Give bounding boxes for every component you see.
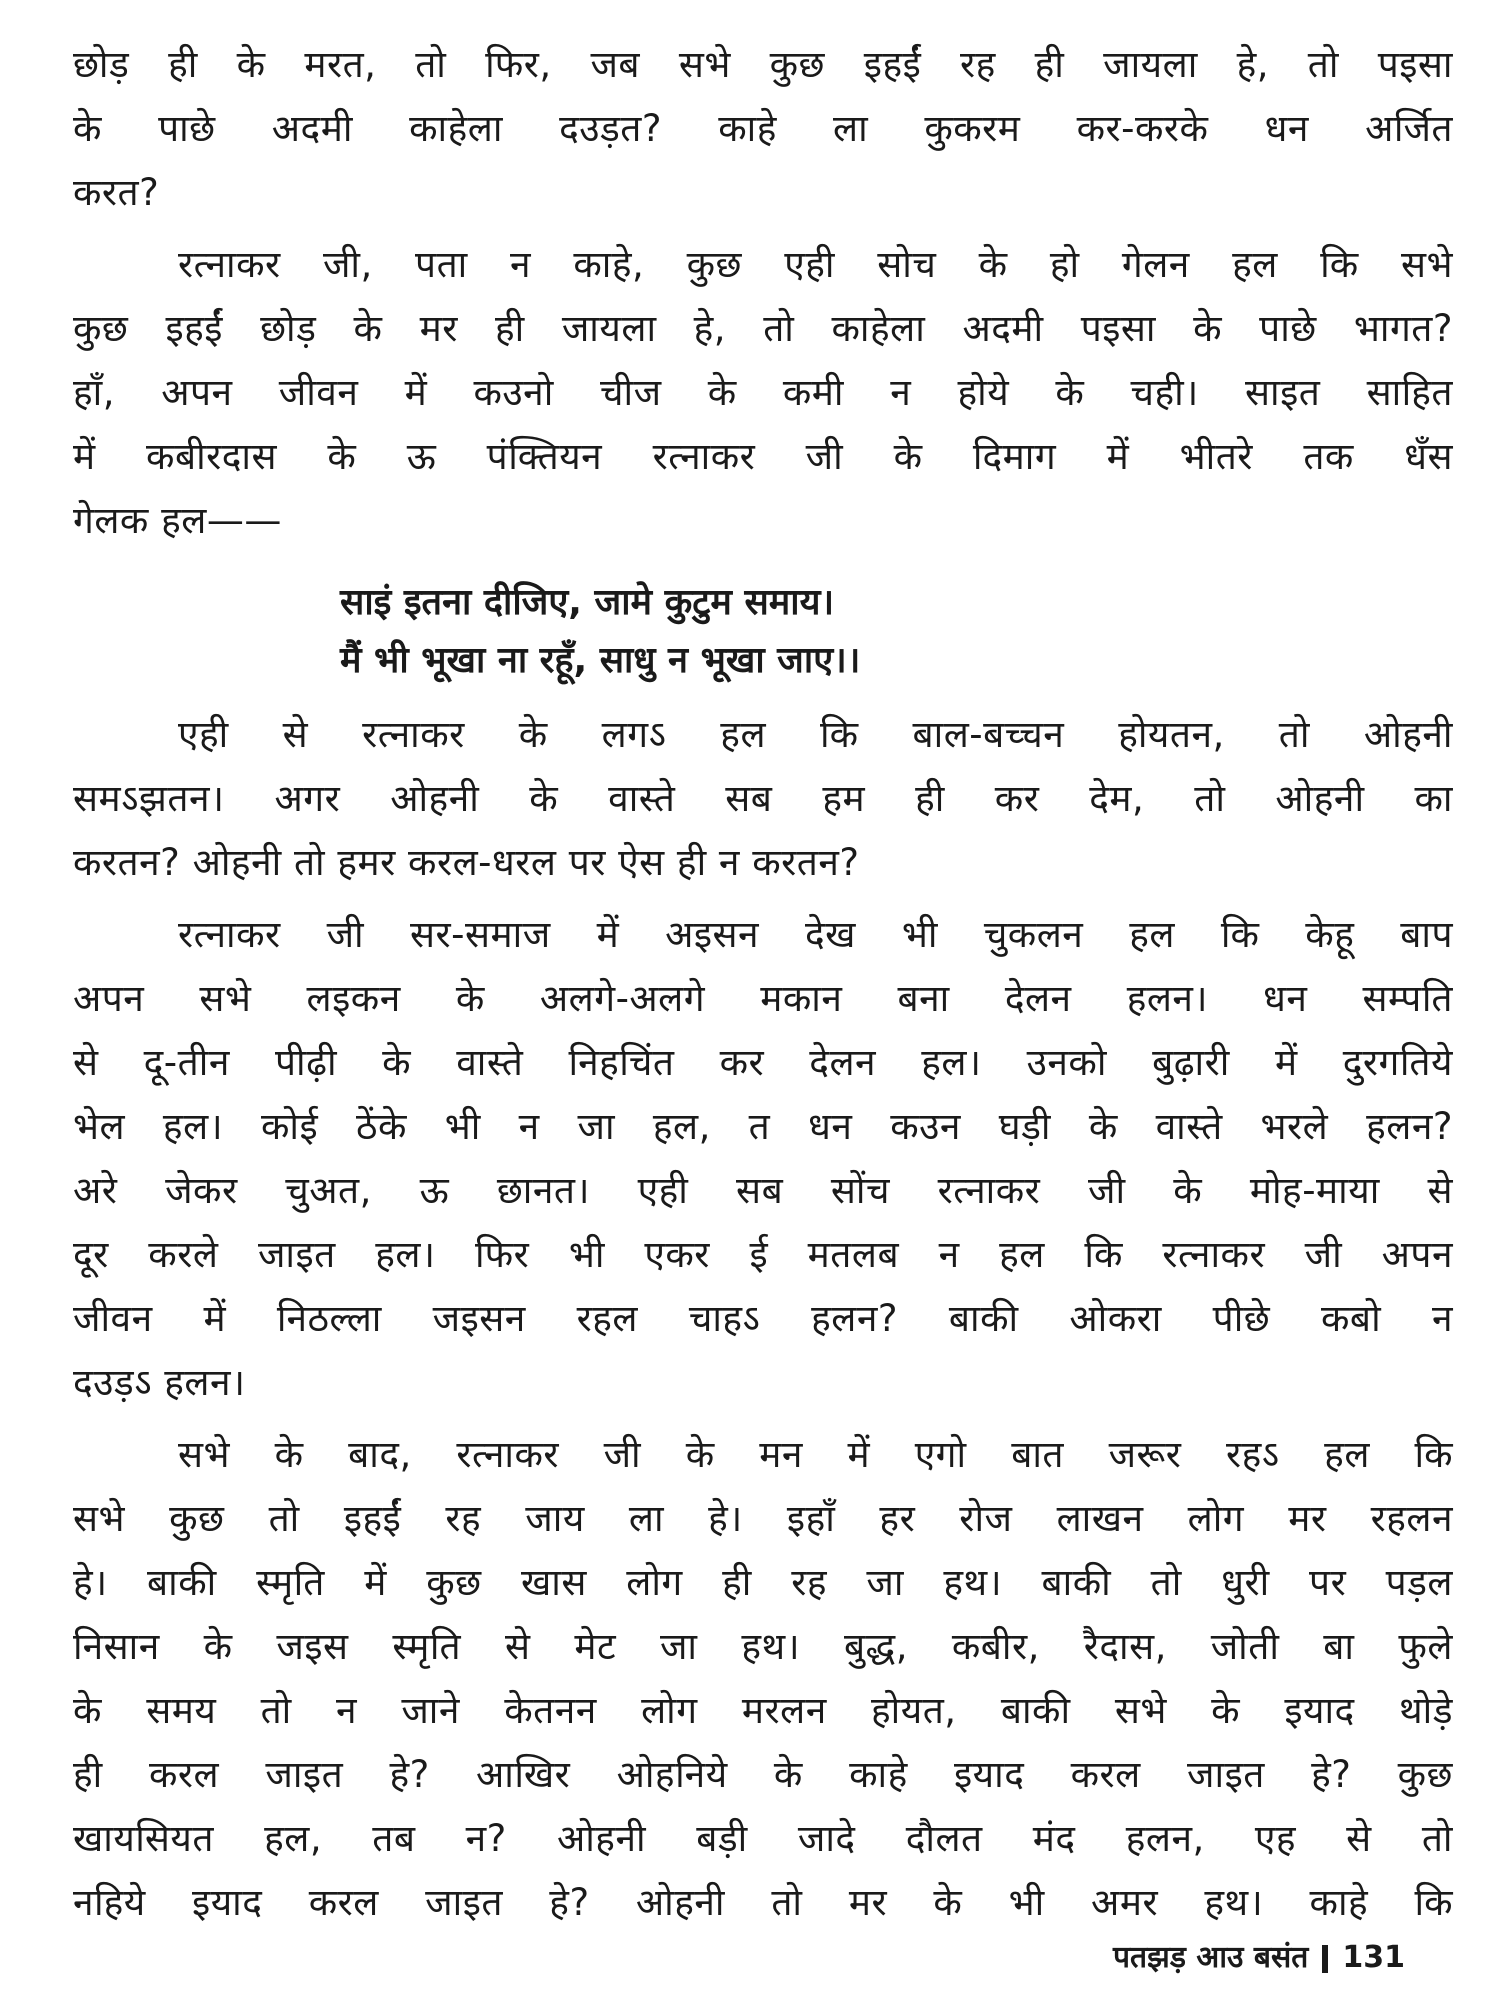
text-line: हाँ, अपन जीवन में कउनो चीज के कमी न होये के चही। साइत साहित (73, 371, 1453, 414)
text-line: सभे कुछ तो इहईं रह जाय ला हे। इहाँ हर रोज लाखन लोग मर रहलन (73, 1497, 1453, 1540)
text-line: के पाछे अदमी काहेला दउड़त? काहे ला कुकरम कर-करके धन अर्जित (73, 107, 1453, 150)
text-line: रत्नाकर जी सर-समाज में अइसन देख भी चुकलन हल कि केहू बाप (178, 913, 1453, 956)
text-line: समऽझतन। अगर ओहनी के वास्ते सब हम ही कर देम, तो ओहनी का (73, 777, 1453, 820)
verse-line: मैं भी भूखा ना रहूँ, साधु न भूखा जाए।। (340, 640, 861, 681)
text-line: निसान के जइस स्मृति से मेट जा हथ। बुद्ध, कबीर, रैदास, जोती बा फुले (73, 1625, 1453, 1668)
text-line: गेलक हल—— (73, 499, 282, 542)
text-line: दूर करले जाइत हल। फिर भी एकर ई मतलब न हल कि रत्नाकर जी अपन (73, 1233, 1453, 1276)
text-line: कुछ इहईं छोड़ के मर ही जायला हे, तो काहेला अदमी पइसा के पाछे भागत? (73, 307, 1453, 350)
verse-line: साइं इतना दीजिए, जामे कुटुम समाय। (340, 582, 835, 623)
text-line: में कबीरदास के ऊ पंक्तियन रत्नाकर जी के दिमाग में भीतरे तक धँस (73, 435, 1453, 478)
text-line: रत्नाकर जी, पता न काहे, कुछ एही सोच के हो गेलन हल कि सभे (178, 243, 1453, 286)
text-line: नहिये इयाद करल जाइत हे? ओहनी तो मर के भी अमर हथ। काहे कि (73, 1881, 1453, 1924)
text-line: एही से रत्नाकर के लगऽ हल कि बाल-बच्चन होयतन, तो ओहनी (178, 713, 1453, 756)
text-line: भेल हल। कोई ठेंके भी न जा हल, त धन कउन घड़ी के वास्ते भरले हलन? (73, 1105, 1453, 1148)
text-line: ही करल जाइत हे? आखिर ओहनिये के काहे इयाद करल जाइत हे? कुछ (73, 1753, 1453, 1796)
book-title: पतझड़ आउ बसंत (1113, 1940, 1309, 1975)
text-line: अपन सभे लइकन के अलगे-अलगे मकान बना देलन हलन। धन सम्पति (73, 977, 1453, 1020)
text-line: करत? (73, 171, 160, 214)
text-line: हे। बाकी स्मृति में कुछ खास लोग ही रह जा हथ। बाकी तो धुरी पर पड़ल (73, 1561, 1453, 1604)
text-line: खायसियत हल, तब न? ओहनी बड़ी जादे दौलत मंद हलन, एह से तो (73, 1817, 1453, 1860)
text-line: दउड़ऽ हलन। (73, 1361, 246, 1404)
text-line: अरे जेकर चुअत, ऊ छानत। एही सब सोंच रत्नाकर जी के मोह-माया से (73, 1169, 1453, 1212)
text-line: से दू-तीन पीढ़ी के वास्ते निहचिंत कर देलन हल। उनको बुढ़ारी में दुरगतिये (73, 1041, 1453, 1084)
text-line: करतन? ओहनी तो हमर करल-धरल पर ऐस ही न करतन? (73, 841, 860, 884)
page-number: 131 (1342, 1940, 1405, 1975)
page-footer (1113, 1935, 1405, 1976)
text-line: छोड़ ही के मरत, तो फिर, जब सभे कुछ इहईं रह ही जायला हे, तो पइसा (73, 43, 1453, 86)
separator-bar (1322, 1945, 1328, 1973)
text-line: सभे के बाद, रत्नाकर जी के मन में एगो बात जरूर रहऽ हल कि (178, 1433, 1453, 1476)
text-line: जीवन में निठल्ला जइसन रहल चाहऽ हलन? बाकी ओकरा पीछे कबो न (73, 1297, 1453, 1340)
text-line: के समय तो न जाने केतनन लोग मरलन होयत, बाकी सभे के इयाद थोड़े (73, 1689, 1453, 1732)
